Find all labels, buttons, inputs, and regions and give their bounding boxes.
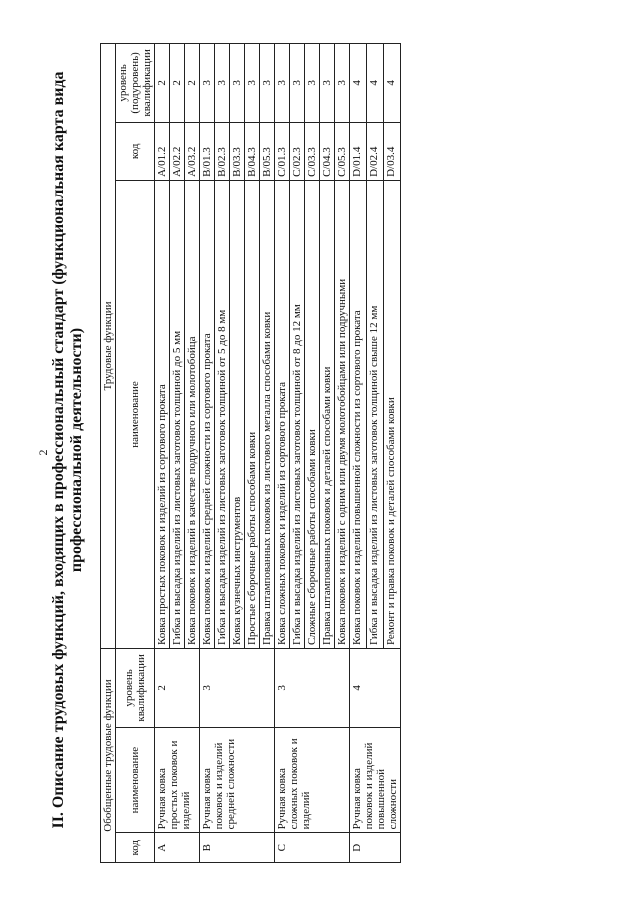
group-code: B xyxy=(200,833,275,863)
function-code: B/03.3 xyxy=(230,122,245,180)
function-name: Ковка сложных поковок и изделий из сортового проката xyxy=(275,180,290,648)
function-code: B/05.3 xyxy=(260,122,275,180)
function-name: Ковка поковок и изделий в качестве подручного или молотобойца xyxy=(185,180,200,648)
function-level: 4 xyxy=(367,44,384,123)
function-level: 3 xyxy=(305,44,320,123)
function-name: Ковка поковок и изделий с одним или двумя молотобойцами или подручными xyxy=(335,180,350,648)
function-name: Ковка поковок и изделий средней сложности из сортового проката xyxy=(200,180,215,648)
function-level: 3 xyxy=(275,44,290,123)
function-name: Гибка и высадка изделий из листовых заготовок толщиной до 5 мм xyxy=(170,180,185,648)
table-row xyxy=(200,44,215,863)
function-level: 3 xyxy=(245,44,260,123)
function-code: B/02.3 xyxy=(215,122,230,180)
group-name: Ручная ковка поковок и изделий средней сложности xyxy=(200,727,275,833)
function-name: Простые сборочные работы способами ковки xyxy=(245,180,260,648)
title-line-1: II. Описание трудовых функций, входящих в профессиональный стандарт (функциональная карта вида xyxy=(50,71,67,829)
function-level: 3 xyxy=(335,44,350,123)
function-name: Гибка и высадка изделий из листовых заготовок толщиной свыше 12 мм xyxy=(367,180,384,648)
function-name: Правка штампованных поковок и деталей способами ковки xyxy=(320,180,335,648)
function-level: 3 xyxy=(290,44,305,123)
function-name: Сложные сборочные работы способами ковки xyxy=(305,180,320,648)
page-title xyxy=(50,35,86,865)
title-line-2: профессиональной деятельности) xyxy=(68,327,85,573)
function-level: 3 xyxy=(260,44,275,123)
table-row xyxy=(275,44,290,863)
header-group-name: наименование xyxy=(116,727,155,833)
function-level: 2 xyxy=(170,44,185,123)
group-code: D xyxy=(350,833,401,863)
group-code: A xyxy=(155,833,200,863)
group-name: Ручная ковка поковок и изделий повышенной сложности xyxy=(350,727,401,833)
function-name: Ковка кузнечных инструментов xyxy=(230,180,245,648)
function-code: D/01.4 xyxy=(350,122,367,180)
function-level: 2 xyxy=(185,44,200,123)
header-generalized: Обобщенные трудовые функции xyxy=(101,649,116,863)
function-code: B/04.3 xyxy=(245,122,260,180)
function-code: C/01.3 xyxy=(275,122,290,180)
function-code: A/01.2 xyxy=(155,122,170,180)
table-row xyxy=(350,44,367,863)
function-level: 4 xyxy=(384,44,401,123)
function-code: C/04.3 xyxy=(320,122,335,180)
function-name: Гибка и высадка изделий из листовых заготовок толщиной от 5 до 8 мм xyxy=(215,180,230,648)
page-number: 2 xyxy=(36,449,50,456)
table-row xyxy=(155,44,170,863)
function-code: C/02.3 xyxy=(290,122,305,180)
function-code: C/03.3 xyxy=(305,122,320,180)
function-code: B/01.3 xyxy=(200,122,215,180)
function-level: 3 xyxy=(230,44,245,123)
function-level: 3 xyxy=(200,44,215,123)
table-body xyxy=(155,44,401,863)
function-level: 3 xyxy=(320,44,335,123)
group-level: 3 xyxy=(275,649,350,728)
function-level: 3 xyxy=(215,44,230,123)
group-name: Ручная ковка простых поковок и изделий xyxy=(155,727,200,833)
function-level: 2 xyxy=(155,44,170,123)
function-name: Ковка поковок и изделий повышенной сложности из сортового проката xyxy=(350,180,367,648)
function-name: Правка штампованных поковок из листового металла способами ковки xyxy=(260,180,275,648)
function-code: D/03.4 xyxy=(384,122,401,180)
function-code: A/02.2 xyxy=(170,122,185,180)
group-code: C xyxy=(275,833,350,863)
functions-table xyxy=(100,43,401,863)
group-name: Ручная ковка сложных поковок и изделий xyxy=(275,727,350,833)
group-level: 2 xyxy=(155,649,200,728)
function-name: Ковка простых поковок и изделий из сортового проката xyxy=(155,180,170,648)
function-name: Гибка и высадка изделий из листовых заготовок толщиной от 8 до 12 мм xyxy=(290,180,305,648)
function-level: 4 xyxy=(350,44,367,123)
function-code: C/05.3 xyxy=(335,122,350,180)
header-group-level: уровень квалификации xyxy=(116,649,155,728)
group-level: 4 xyxy=(350,649,401,728)
function-code: A/03.2 xyxy=(185,122,200,180)
function-code: D/02.4 xyxy=(367,122,384,180)
header-group-code: код xyxy=(116,833,155,863)
group-level: 3 xyxy=(200,649,275,728)
function-name: Ремонт и правка поковок и деталей способами ковки xyxy=(384,180,401,648)
header-function-name: наименование xyxy=(116,180,155,648)
header-function-level: уровень (подуровень) квалификации xyxy=(116,44,155,123)
header-function-code: код xyxy=(116,122,155,180)
header-labor: Трудовые функции xyxy=(101,44,116,649)
